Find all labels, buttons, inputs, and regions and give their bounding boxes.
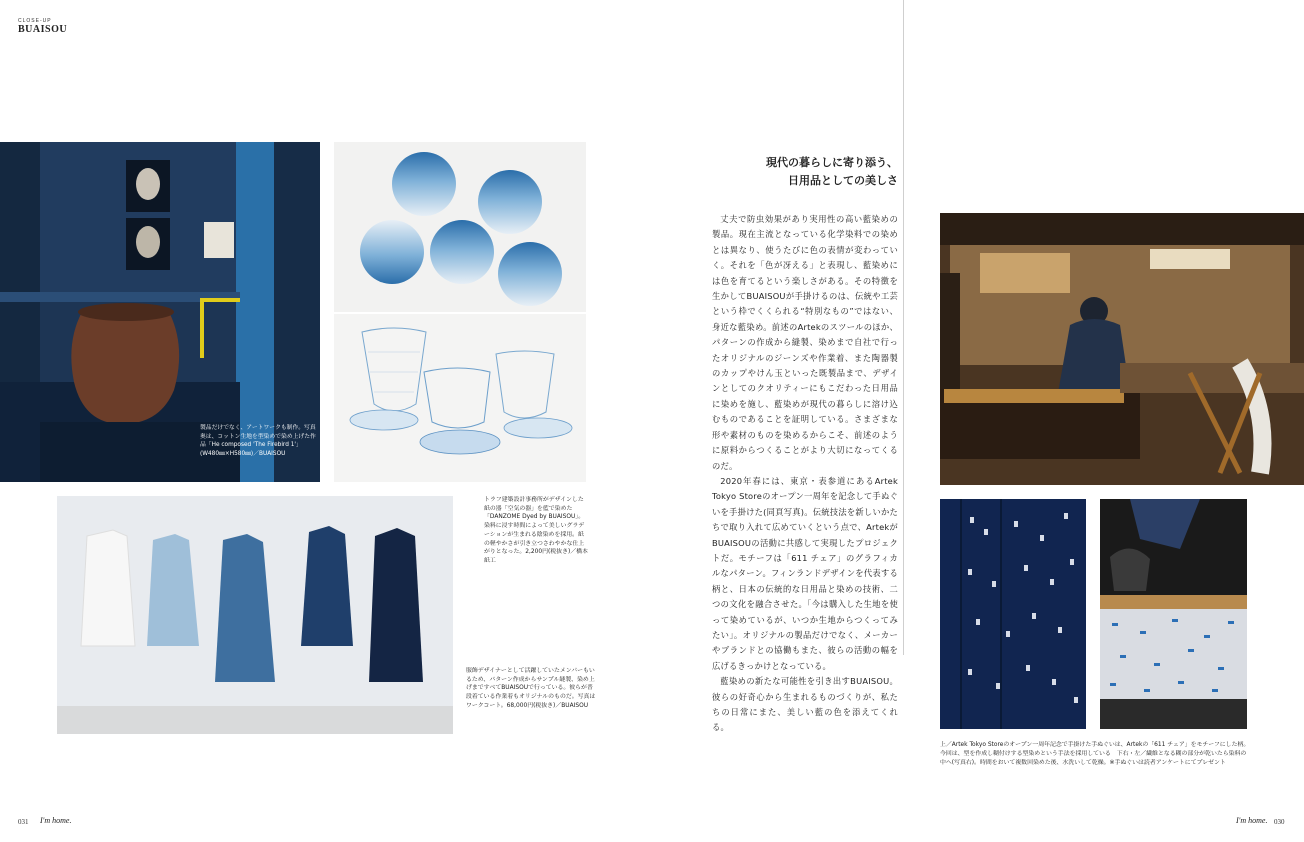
magazine-logo-left: I'm home.: [40, 816, 72, 825]
magazine-logo-right: I'm home.: [1236, 816, 1268, 825]
workshop-photo: [940, 213, 1304, 485]
body-paragraph: 丈夫で防虫効果があり実用性の高い藍染めの製品。現在主流となっている化学染料での染めとは異なり、使うたびに色の表情が変わっていく。それを「色が冴える」と表現し、藍染めには色を育てるという楽しさがある。その特徴を生かしてBUAISOUが手掛けるのは、伝統や工芸という枠でくくられる“特別なもの”ではない、身近な藍染め。前述のArtekのスツールのほか、パターンの作成から縫製、染めまで自社で行ったオリジナルのジーンズや作業着、また陶器製のカップやけん玉といった既製品まで、デザインとしてのクオリティーにもこだわった日用品に染めを施し、藍染めが現代の暮らしに溶け込むものであることを証明している。さまざまな形や素材のものを染めるからこそ、前述のように原料からつくることがより大切になってくるのだ。: [712, 214, 898, 471]
page-number-right: 030: [1274, 818, 1285, 826]
room-caption: 製品だけでなく、アートワークも制作。写真奥は、コットン生地を型染めで染め上げた作品「He composed 'The Firebird 1'」(W480㎜×H580㎜)／BUAISOU: [200, 425, 316, 457]
article-body: [712, 212, 898, 736]
column-divider: [903, 0, 904, 655]
vessels-caption: トラフ建築設計事務所がデザインした紙の器「空気の器」を藍で染めた「DANZOME Dyed by BUAISOU」。染料に浸す時間によって美しいグラデーションが生まれる陰染めを採用。紙の軽やかさが引き立つさわやかな仕上がりとなった。2,200円(税抜き)／橋本紙工: [484, 497, 588, 564]
workshop-caption: 上／Artek Tokyo Storeのオープン一周年記念で手掛けた手ぬぐいは、Artekの「611 チェア」をモチーフにした柄。今回は、型を作成し糊付けする型染めという手法を採用している 下右・左／繊維となる糊の部分が乾いたら染料の中へ(写真右)。時間をおいて複数回染めた後、水洗いして乾燥。※手ぬぐいは読者アンケートにてプレゼント: [940, 742, 1250, 766]
section-title: BUAISOU: [18, 24, 68, 35]
coats-caption: 服飾デザイナーとして活躍していたメンバーもいるため、パターン作成からサンプル縫製、染め上げまですべてBUAISOUで行っている。彼らが普段着ている作業着もオリジナルのものだ。写真はワークコート。68,000円(税抜き)／BUAISOU: [466, 668, 596, 709]
article-headline: [740, 154, 898, 190]
body-paragraph: 藍染めの新たな可能性を引き出すBUAISOU。彼らの好奇心から生まれるものづくりが、私たちの日常にまた、美しい藍の色を添えてくれる。: [712, 676, 898, 733]
body-paragraph: 2020年春には、東京・表参道にあるArtek Tokyo Storeのオープン一周年を記念して手ぬぐいを手掛けた(同頁写真)。伝統技法を新しいかたちで取り入れて広めていくという点で、ArtekがBUAISOUの活動に共感して実現したプロジェクトだ。モチーフは「611 チェア」のグラフィカルなパターン。フィンランドデザインを代表する柄と、日本の伝統的な日用品と染めの技術、二つの文化を融合させた。「今は購入した生地を使って染めているが、いつか生地からつくってみたい」。オリジナルの製品だけでなく、メーカーやブランドとの協働もまた、彼らの活動の幅を広げるきっかけとなっている。: [712, 475, 898, 671]
headline-line-2: 日用品としての美しさ: [788, 174, 898, 187]
page-number-left: 031: [18, 818, 29, 826]
section-kicker: CLOSE-UP: [18, 18, 52, 24]
headline-line-1: 現代の暮らしに寄り添う、: [766, 156, 898, 169]
stencil-photo: [1100, 499, 1247, 729]
bowls-illustration: [334, 142, 586, 482]
workshop-illustration: [940, 213, 1304, 485]
tenugui-photo: [940, 499, 1086, 729]
coats-illustration: [57, 496, 453, 734]
coats-photo: [57, 496, 453, 734]
bowls-photo: [334, 142, 586, 482]
stencil-illustration: [1100, 499, 1247, 729]
tenugui-illustration: [940, 499, 1086, 729]
